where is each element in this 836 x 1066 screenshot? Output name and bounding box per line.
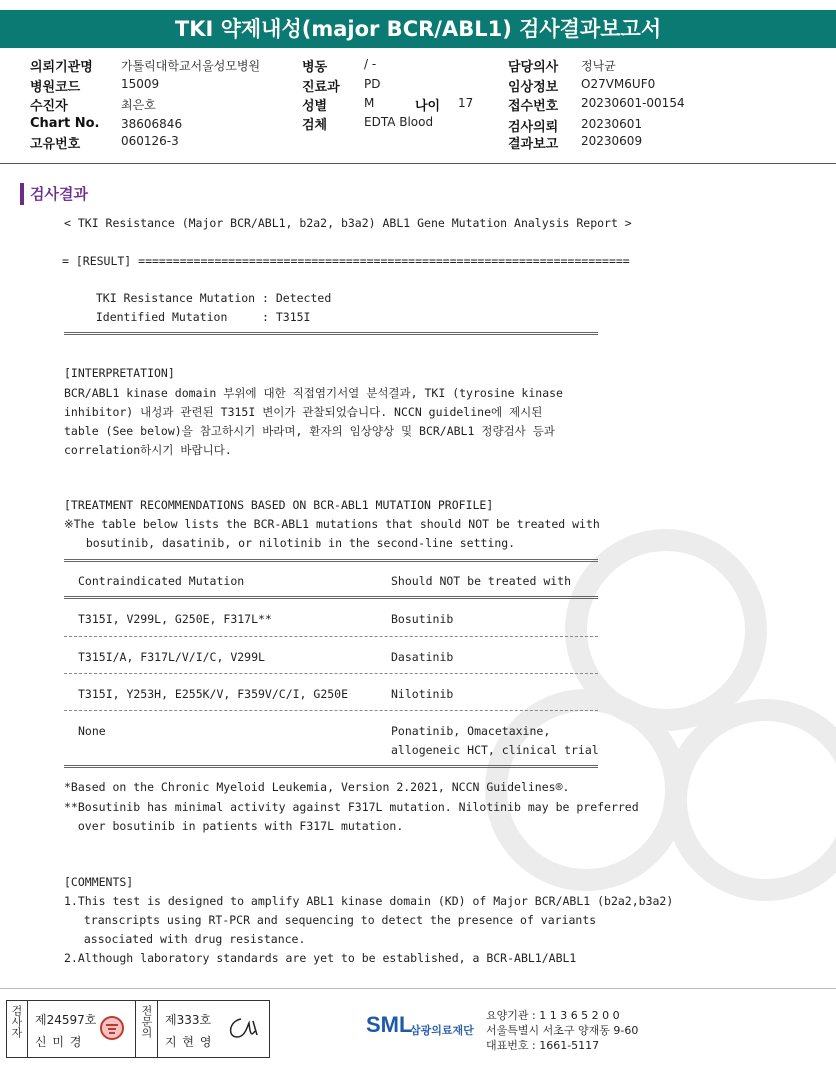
comment-line: 2.Although laboratory standards are yet to be established, a BCR-ABL1/ABL1 [64,951,577,965]
footnote-line: *Based on the Chronic Myeloid Leukemia, Version 2.2021, NCCN Guidelines®. [64,780,570,794]
treatment-line: bosutinib, dasatinib, or nilotinib in the second-line setting. [72,536,516,550]
request-value: 20230601 [581,117,643,131]
hospital-code-value: 15009 [121,77,160,91]
report-heading: < TKI Resistance (Major BCR/ABL1, b2a2, b3a2) ABL1 Gene Mutation Analysis Report > [64,216,632,230]
section-title: 검사결과 [20,183,88,205]
lab-code: 요양기관 : 1 1 3 6 5 2 0 0 [486,1009,620,1022]
treatment-line: ※The table below lists the BCR-ABL1 mutations that should NOT be treated with [64,517,600,531]
ward-label: 병동 [302,60,328,75]
hospital-code-label: 병원코드 [30,80,81,95]
interpretation-line: table (See below)을 참고하시기 바라며, 환자의 임상양상 및 BCR/ABL1 정량검사 등과 [64,424,555,438]
interpretation-line: BCR/ABL1 kinase domain 부위에 대한 직접염기서열 분석결과, TKI (tyrosine kinase [64,386,563,400]
report-title: TKI 약제내성(major BCR/ABL1) 검사결과보고서 [0,10,836,48]
box-divider [135,1001,136,1057]
table-header-rule [64,596,598,599]
interpretation-line: correlation하시기 바랍니다. [64,443,232,457]
row-divider [64,673,598,674]
table-row-drug: Dasatinib [391,650,454,664]
table-row-drug: Bosutinib [391,612,454,626]
doctor-value: 정낙균 [581,59,616,73]
seal-icon [99,1015,125,1041]
age-value: 17 [458,96,474,110]
footnote-line: **Bosutinib has minimal activity against F317L mutation. Nilotinib may be preferred [64,800,639,814]
lab-address: 서울특별시 서초구 양재동 9-60 [486,1024,639,1037]
specimen-value: EDTA Blood [364,115,434,129]
report-date-label: 결과보고 [508,137,559,152]
interpretation-label: [INTERPRETATION] [64,366,175,380]
examiner-license: 제24597호 [35,1013,97,1027]
footer-divider [0,988,836,989]
identified-mutation-line: Identified Mutation : T315I [82,310,311,324]
receipt-label: 접수번호 [508,99,559,114]
specialist-license: 제333호 [165,1013,212,1027]
table-row-mutation: T315I, Y253H, E255K/V, F359V/C/I, G250E [78,687,349,701]
footnote-line: over bosutinib in patients with F317L mutation. [64,819,404,833]
row-divider [64,710,598,711]
clinical-label: 임상정보 [508,80,559,95]
chart-value: 38606846 [121,117,183,131]
resistance-line: TKI Resistance Mutation : Detected [82,291,332,305]
double-rule [64,332,598,335]
result-label: = [RESULT] ======================================================================= [62,254,630,268]
lab-info [486,1008,638,1053]
table-row-mutation: T315I/A, F317L/V/I/C, V299L [78,650,265,664]
clinical-value: O27VM6UF0 [581,77,656,91]
table-row-drug: Nilotinib [391,687,454,701]
chart-label: Chart No. [30,116,100,131]
treatment-label: [TREATMENT RECOMMENDATIONS BASED ON BCR-ABL1 MUTATION PROFILE] [64,498,494,512]
request-label: 검사의뢰 [508,120,559,135]
header-divider [0,163,836,164]
table-header-drug: Should NOT be treated with [391,574,572,588]
table-row-drug: Ponatinib, Omacetaxine, [391,724,551,738]
unique-value: 060126-3 [121,134,179,148]
box-divider [157,1001,158,1057]
signature-box [6,1000,270,1058]
lab-name: 삼광의료재단 [410,1024,474,1037]
patient-value: 최은호 [121,98,156,112]
report-date-value: 20230609 [581,134,643,148]
lab-phone: 대표번호 : 1661-5117 [486,1039,600,1052]
specimen-label: 검체 [302,118,328,133]
row-divider [64,636,598,637]
table-header-mutation: Contraindicated Mutation [78,574,245,588]
unique-label: 고유번호 [30,137,81,152]
box-divider [27,1001,28,1057]
examiner-label-text: 검사자 [10,1005,23,1038]
age-label: 나이 [415,99,441,114]
comment-line: 1.This test is designed to amplify ABL1 kinase domain (KD) of Major BCR/ABL1 (b2a2,b3a2) [64,894,674,908]
institution-value: 가톨릭대학교서울성모병원 [121,59,261,73]
comment-line: transcripts using RT-PCR and sequencing to detect the presence of variants [70,913,597,927]
specialist-label [139,1005,153,1041]
examiner-name: 신 미 경 [35,1035,83,1049]
table-top-rule [64,559,598,562]
sex-label: 성별 [302,99,328,114]
ward-value: / - [364,57,377,71]
receipt-value: 20230601-00154 [581,96,685,110]
examiner-label [9,1005,23,1041]
sex-value: M [364,96,375,110]
doctor-label: 담당의사 [508,60,559,75]
interpretation-line: inhibitor) 내성과 관련된 T315I 변이가 관찰되었습니다. NCCN guideline에 제시된 [64,405,543,419]
comment-line: associated with drug resistance. [70,932,306,946]
table-bottom-rule [64,765,598,768]
dept-label: 진료과 [302,80,340,95]
table-row-drug-cont: allogeneic HCT, clinical trial [391,743,599,757]
signature-icon [223,1013,263,1043]
table-row-mutation: None [78,724,106,738]
table-row-mutation: T315I, V299L, G250E, F317L** [78,612,272,626]
specialist-name: 지 현 영 [165,1035,213,1049]
logo-text: SML [366,1012,413,1037]
patient-info-header [0,52,836,164]
patient-label: 수진자 [30,99,68,114]
specialist-label-text: 전문의 [140,1005,153,1038]
comments-label: [COMMENTS] [64,875,134,889]
dept-value: PD [364,77,381,91]
institution-label: 의뢰기관명 [30,60,93,75]
